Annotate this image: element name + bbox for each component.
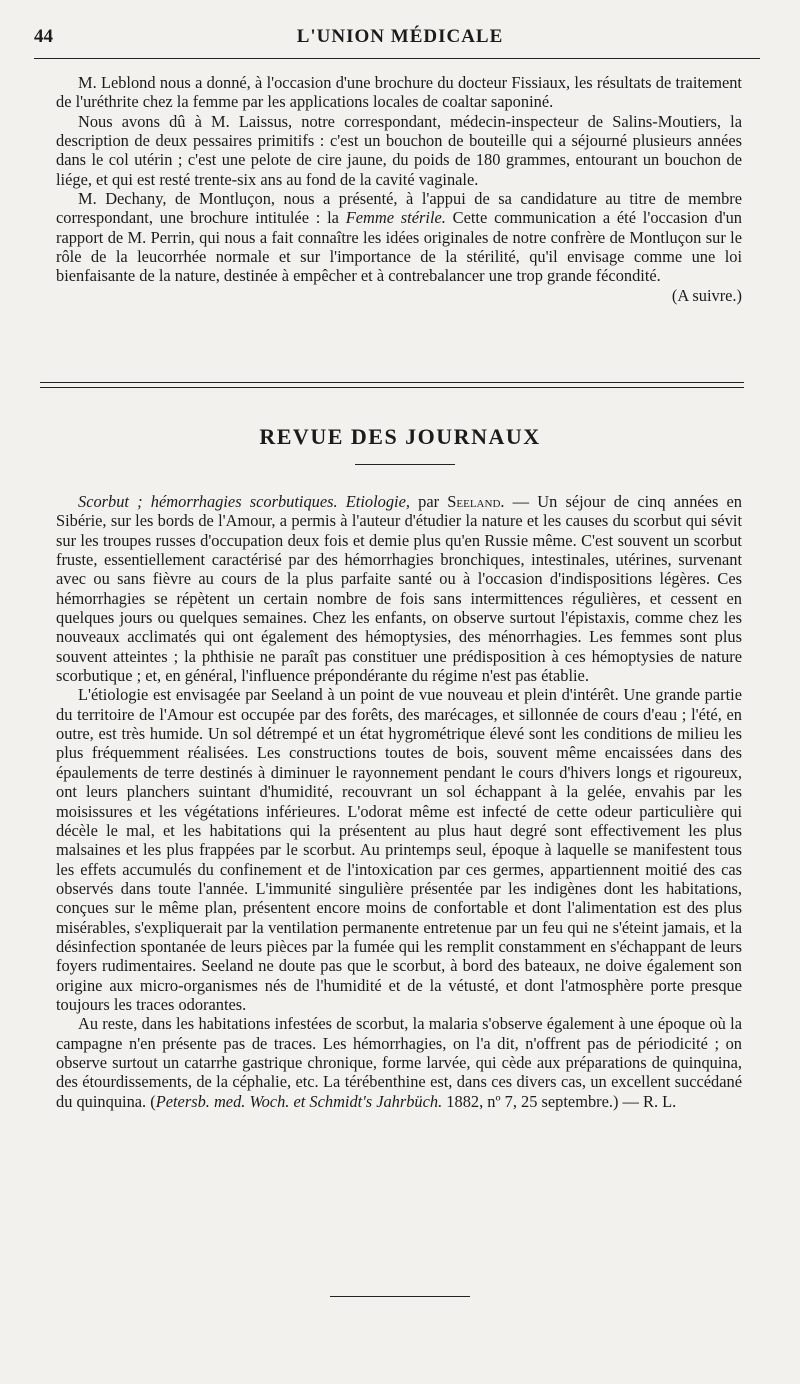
double-rule xyxy=(40,382,744,388)
section-title: REVUE DES JOURNAUX xyxy=(259,424,541,449)
intro-paragraph: Nous avons dû à M. Laissus, notre correspondant, médecin-inspecteur de Salins-Moutiers, la description de deux pessaires primitifs : c'est un bouchon de bouteille qui a séjourné plusieurs années dans le col utérin ; c'est une pelote de cire jaune, du poids de 180 grammes, entourant un bouchon de liége, et qui est resté trente-six ans au fond de la cavité vaginale. xyxy=(56,111,742,189)
intro-block xyxy=(56,73,742,305)
article-block xyxy=(56,492,742,1111)
article-paragraph: L'étiologie est envisagée par Seeland à un point de vue nouveau et plein d'intérêt. Une grande partie du territoire de l'Amour est occupée par des forêts, des marécages, et sillonnée de cours d'eau ; l'été, en outre, est très humide. Un sol détrempé et un état hygrométrique élevé sont les conditions de milieu les plus fréquemment réalisées. Les constructions toutes de bois, souvent même encaissées dans des épaulements de terre destinés à diminuer le rayonnement pendant le cours d'hivers longs et rigoureux, ont leurs planchers suintant d'humidité, recouvrant un sol échappant à la gelée, envahis par les moisissures et les végétations inférieures. L'odorat même est infecté de cette odeur particulière qui décèle le mal, et les habitations qui la présentent au plus haut degré sont effectivement les plus malsaines et les plus frappées par le scorbut. Au printemps seul, époque à laquelle se manifestent tous les effets accumulés du confinement et de l'intoxication par ces germes, appartiennent moitié des cas observés dans toute l'année. L'immunité singulière présentée par les indigènes dont les habitations, conçues sur le même plan, présentent encore moins de confortable et dont l'alimentation est des plus misérables, s'expliquerait par la ventilation permanente entretenue par un feu qui ne s'éteint jamais, et la désinfection spontanée de leurs pièces par la fumée qui les remplit constamment en s'échappant de leurs foyers rudimentaires. Seeland ne doute pas que le scorbut, à bord des bateaux, ne doive également son origine aux micro-organismes nés de l'humidité et de la vétusté, et dont l'atmosphère porte presque toujours les traces odorantes. xyxy=(56,685,742,1014)
running-header xyxy=(30,26,770,50)
intro-paragraph: M. Leblond nous a donné, à l'occasion d'une brochure du docteur Fissiaux, les résultats de traitement de l'uréthrite chez la femme par les applications locales de coaltar saponiné. xyxy=(56,73,742,112)
article-paragraph: Scorbut ; hémorrhagies scorbutiques. Etiologie, par Seeland. — Un séjour de cinq années en Sibérie, sur les bords de l'Amour, a permis à l'auteur d'étudier la nature et les causes du scorbut qui sévit sur les troupes russes d'occupation deux fois et demie plus qu'en Russie même. C'est souvent un scorbut fruste, essentiellement caractérisé par des hémorrhagies bronchiques, intestinales, utérines, survenant avec ou sans fièvre au cours de la plus parfaite santé ou à l'occasion d'indispositions légères. Ces hémorrhagies se répètent un certain nombre de fois sans intermittences régulières, et cessent en quelques jours ou quelques semaines. Chez les enfants, on observe surtout l'épistaxis, comme chez les nouveaux acclimatés qui ont également des hémoptysies, des ménorrhagies. Les femmes sont plus souvent atteintes ; la phthisie ne paraît pas constituer une prédisposition à ces hémoptysies de nature scorbutique ; et, en général, l'influence prépondérante du régime n'est pas établie. xyxy=(56,492,742,686)
source-citation: Petersb. med. Woch. et Schmidt's Jahrbüch. xyxy=(155,1091,443,1111)
to-be-continued: (A suivre.) xyxy=(671,285,742,305)
section-rule xyxy=(355,464,455,465)
article-author: Seeland. xyxy=(447,492,505,511)
journal-title: L'UNION MÉDICALE xyxy=(296,26,504,47)
page-number: 44 xyxy=(34,26,53,47)
intro-paragraph: M. Dechany, de Montluçon, nous a présenté, à l'appui de sa candidature au titre de membre correspondant, une brochure intitulée : la Femme stérile. Cette communication a été l'occasion d'un rapport de M. Perrin, qui nous a fait connaître les idées originales de notre confrère de Montluçon sur le rôle de la leucorrhée normale et sur l'importance de la stérilité, qu'il envisage comme une loi bienfaisante de la nature, destinée à empêcher et à contrebalancer une trop grande fécondité. xyxy=(56,189,742,286)
article-title: Scorbut ; hémorrhagies scorbutiques. Etiologie, xyxy=(78,492,410,511)
book-title: Femme stérile. xyxy=(345,208,446,228)
article-paragraph: Au reste, dans les habitations infestées de scorbut, la malaria s'observe également à une époque où la campagne n'en présente pas de traces. Les hémorrhagies, on l'a dit, n'offrent pas de périodicité ; on observe surtout un catarrhe gastrique chronique, forme larvée, qui cède aux préparations de quinquina, des étourdissements, de la céphalie, etc. La térébenthine est, dans ces divers cas, un excellent succédané du quinquina. (Petersb. med. Woch. et Schmidt's Jahrbüch. 1882, nº 7, 25 septembre.) — R. L. xyxy=(56,1014,742,1111)
end-rule xyxy=(330,1296,470,1297)
header-rule xyxy=(34,58,760,59)
